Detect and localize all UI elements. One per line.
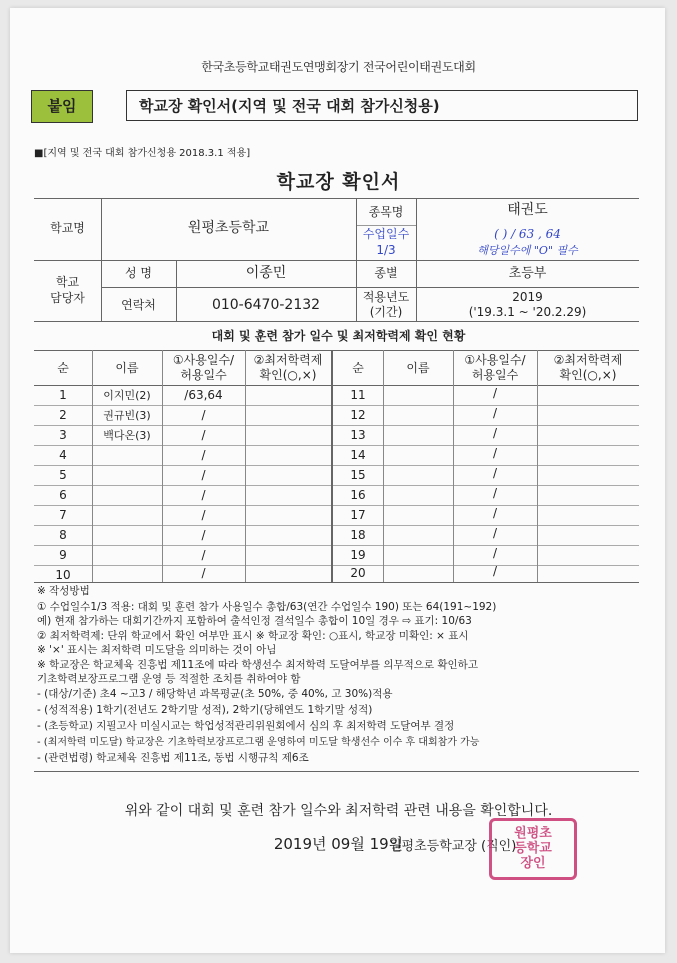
row-days: / [492,446,498,460]
note-line: ※ 학교장은 학교체육 진흥법 제11조에 따라 학생선수 최저학력 도달여부를 의무적으로 확인하고 [37,659,478,671]
applicability-notice: ■[지역 및 전국 대회 참가신청용 2018.3.1 적용] [34,148,251,159]
note-line: ② 최저학력제: 단위 학교에서 확인 여부만 표시 ※ 학교장 확인: ○표시, 학교장 미확인: × 표시 [37,630,469,642]
row-days: / [492,546,498,560]
note-line: 예) 현재 참가하는 대회기간까지 포함하여 출석인정 결석일수 총합이 10일 경우 ⇨ 표기: 10/63 [37,615,472,627]
row-no: 4 [59,448,67,462]
contact-label: 연락처 [121,298,156,312]
header-no-right: 순 [352,361,364,375]
section-title: 대회 및 훈련 참가 일수 및 최저학력제 확인 현황 [211,329,466,343]
row-days: / [492,466,498,480]
row-days: / [492,564,498,578]
days-value: ( ) / 63 , 64 [494,227,561,241]
issue-date: 2019년 09월 19일 [273,835,404,853]
days-label-line1: 수업일수 [362,227,410,241]
row-days: / [492,386,498,400]
row-no: 3 [59,428,67,442]
seal-text: 등학교 [514,841,552,856]
event-label: 종목명 [368,205,404,219]
row-no: 16 [350,488,366,502]
seal-text: 원평초 [514,826,552,841]
days-label-line2: 1/3 [376,243,396,257]
row-name: 이지민(2) [103,389,151,402]
row-no: 1 [59,388,67,402]
note-line: - (관련법령) 학교체육 진흥법 제11조, 동법 시행규칙 제6조 [37,752,309,764]
document-title: 학교장 확인서 [276,171,401,193]
note-line: ① 수업일수1/3 적용: 대회 및 훈련 참가 사용일수 총합/63(연간 수업일수 190) 또는 64(191~192) [37,601,497,613]
header-name-left: 이름 [115,361,139,375]
row-days: / [492,406,498,420]
days-note: 해당일수에 "O" 필수 [477,244,578,257]
row-no: 7 [59,508,67,522]
row-no: 12 [350,408,366,422]
note-line: ※ 작성방법 [37,585,90,597]
header-no-left: 순 [57,361,69,375]
row-days: / [201,448,206,462]
confirmation-statement: 위와 같이 대회 및 훈련 참가 일수와 최저학력 관련 내용을 확인합니다. [124,803,553,819]
event-value: 태권도 [507,202,548,218]
row-name: 백다온(3) [103,429,151,442]
row-days: / [201,468,206,482]
name-label: 성 명 [125,266,152,280]
row-days: / [201,488,206,502]
seal-text: 장인 [520,856,546,871]
row-name: 권규빈(3) [103,409,151,422]
header-min-left-1: ②최저학력제 [253,353,323,367]
contact-value: 010-6470-2132 [211,297,321,313]
form-title: 학교장 확인서(지역 및 전국 대회 참가신청용) [126,90,638,121]
row-no: 19 [350,548,366,562]
signature-line: 원평초등학교장 (직인) [389,839,517,854]
row-no: 6 [59,488,67,502]
row-no: 17 [350,508,366,522]
row-no: 18 [350,528,366,542]
row-days: / [201,548,206,562]
school-label: 학교명 [50,221,85,235]
staff-label-line1: 학교 [55,275,80,289]
note-line: - (대상/기준) 초4 ~고3 / 해당학년 과목평균(초 50%, 중 40%, 고 30%)적용 [37,688,393,700]
row-days: /63,64 [184,388,223,402]
official-seal [489,818,577,880]
row-no: 20 [350,566,366,580]
header-min-left-2: 확인(○,×) [259,368,317,382]
year-value: 2019 [512,290,543,304]
year-label-line2: (기간) [369,305,403,319]
organizer-line: 한국초등학교태권도연맹회장기 전국어린이태권도대회 [201,60,476,74]
row-days: / [201,408,206,422]
row-days: / [492,526,498,540]
row-no: 10 [55,568,71,582]
row-days: / [201,428,206,442]
row-days: / [492,506,498,520]
year-period: ('19.3.1 ~ '20.2.29) [468,305,587,319]
note-line: ※ '×' 표시는 최저학력 미도달을 의미하는 것이 아님 [37,644,277,656]
row-days: / [492,426,498,440]
header-min-right-1: ②최저학력제 [553,353,623,367]
row-no: 9 [59,548,67,562]
row-no: 11 [350,388,366,402]
header-name-right: 이름 [406,361,430,375]
header-days-right-1: ①사용일수/ [464,353,526,367]
row-days: / [201,528,206,542]
note-line: - (초등학교) 지필고사 미실시교는 학업성적관리위원회에서 심의 후 최저학력 도달여부 결정 [37,720,455,732]
row-no: 8 [59,528,67,542]
header-days-left-1: ①사용일수/ [172,353,235,367]
name-value: 이종민 [245,265,287,281]
division-label: 종별 [374,266,398,280]
division-value: 초등부 [508,266,547,281]
school-value: 원평초등학교 [187,220,270,236]
row-no: 14 [350,448,366,462]
row-no: 15 [350,468,366,482]
header-min-right-2: 확인(○,×) [559,368,617,382]
row-no: 13 [350,428,366,442]
staff-label-line2: 담당자 [50,291,85,305]
header-days-left-2: 허용일수 [180,368,227,382]
note-line: 기초학력보장프로그램 운영 등 적절한 조치를 취하여야 함 [37,673,301,685]
note-line: - (최저학력 미도달) 학교장은 기초학력보장프로그램 운영하여 미도달 학생선수 이수 후 대회참가 가능 [37,737,480,748]
note-line: - (성적적용) 1학기(전년도 2학기말 성적), 2학기(당해연도 1학기말 성적) [37,704,373,716]
attachment-badge: 붙임 [31,90,93,123]
row-days: / [201,566,206,580]
year-label-line1: 적용년도 [362,290,410,304]
row-days: / [492,486,498,500]
row-days: / [201,508,206,522]
row-no: 2 [59,408,67,422]
header-days-right-2: 허용일수 [471,368,519,382]
row-no: 5 [59,468,67,482]
